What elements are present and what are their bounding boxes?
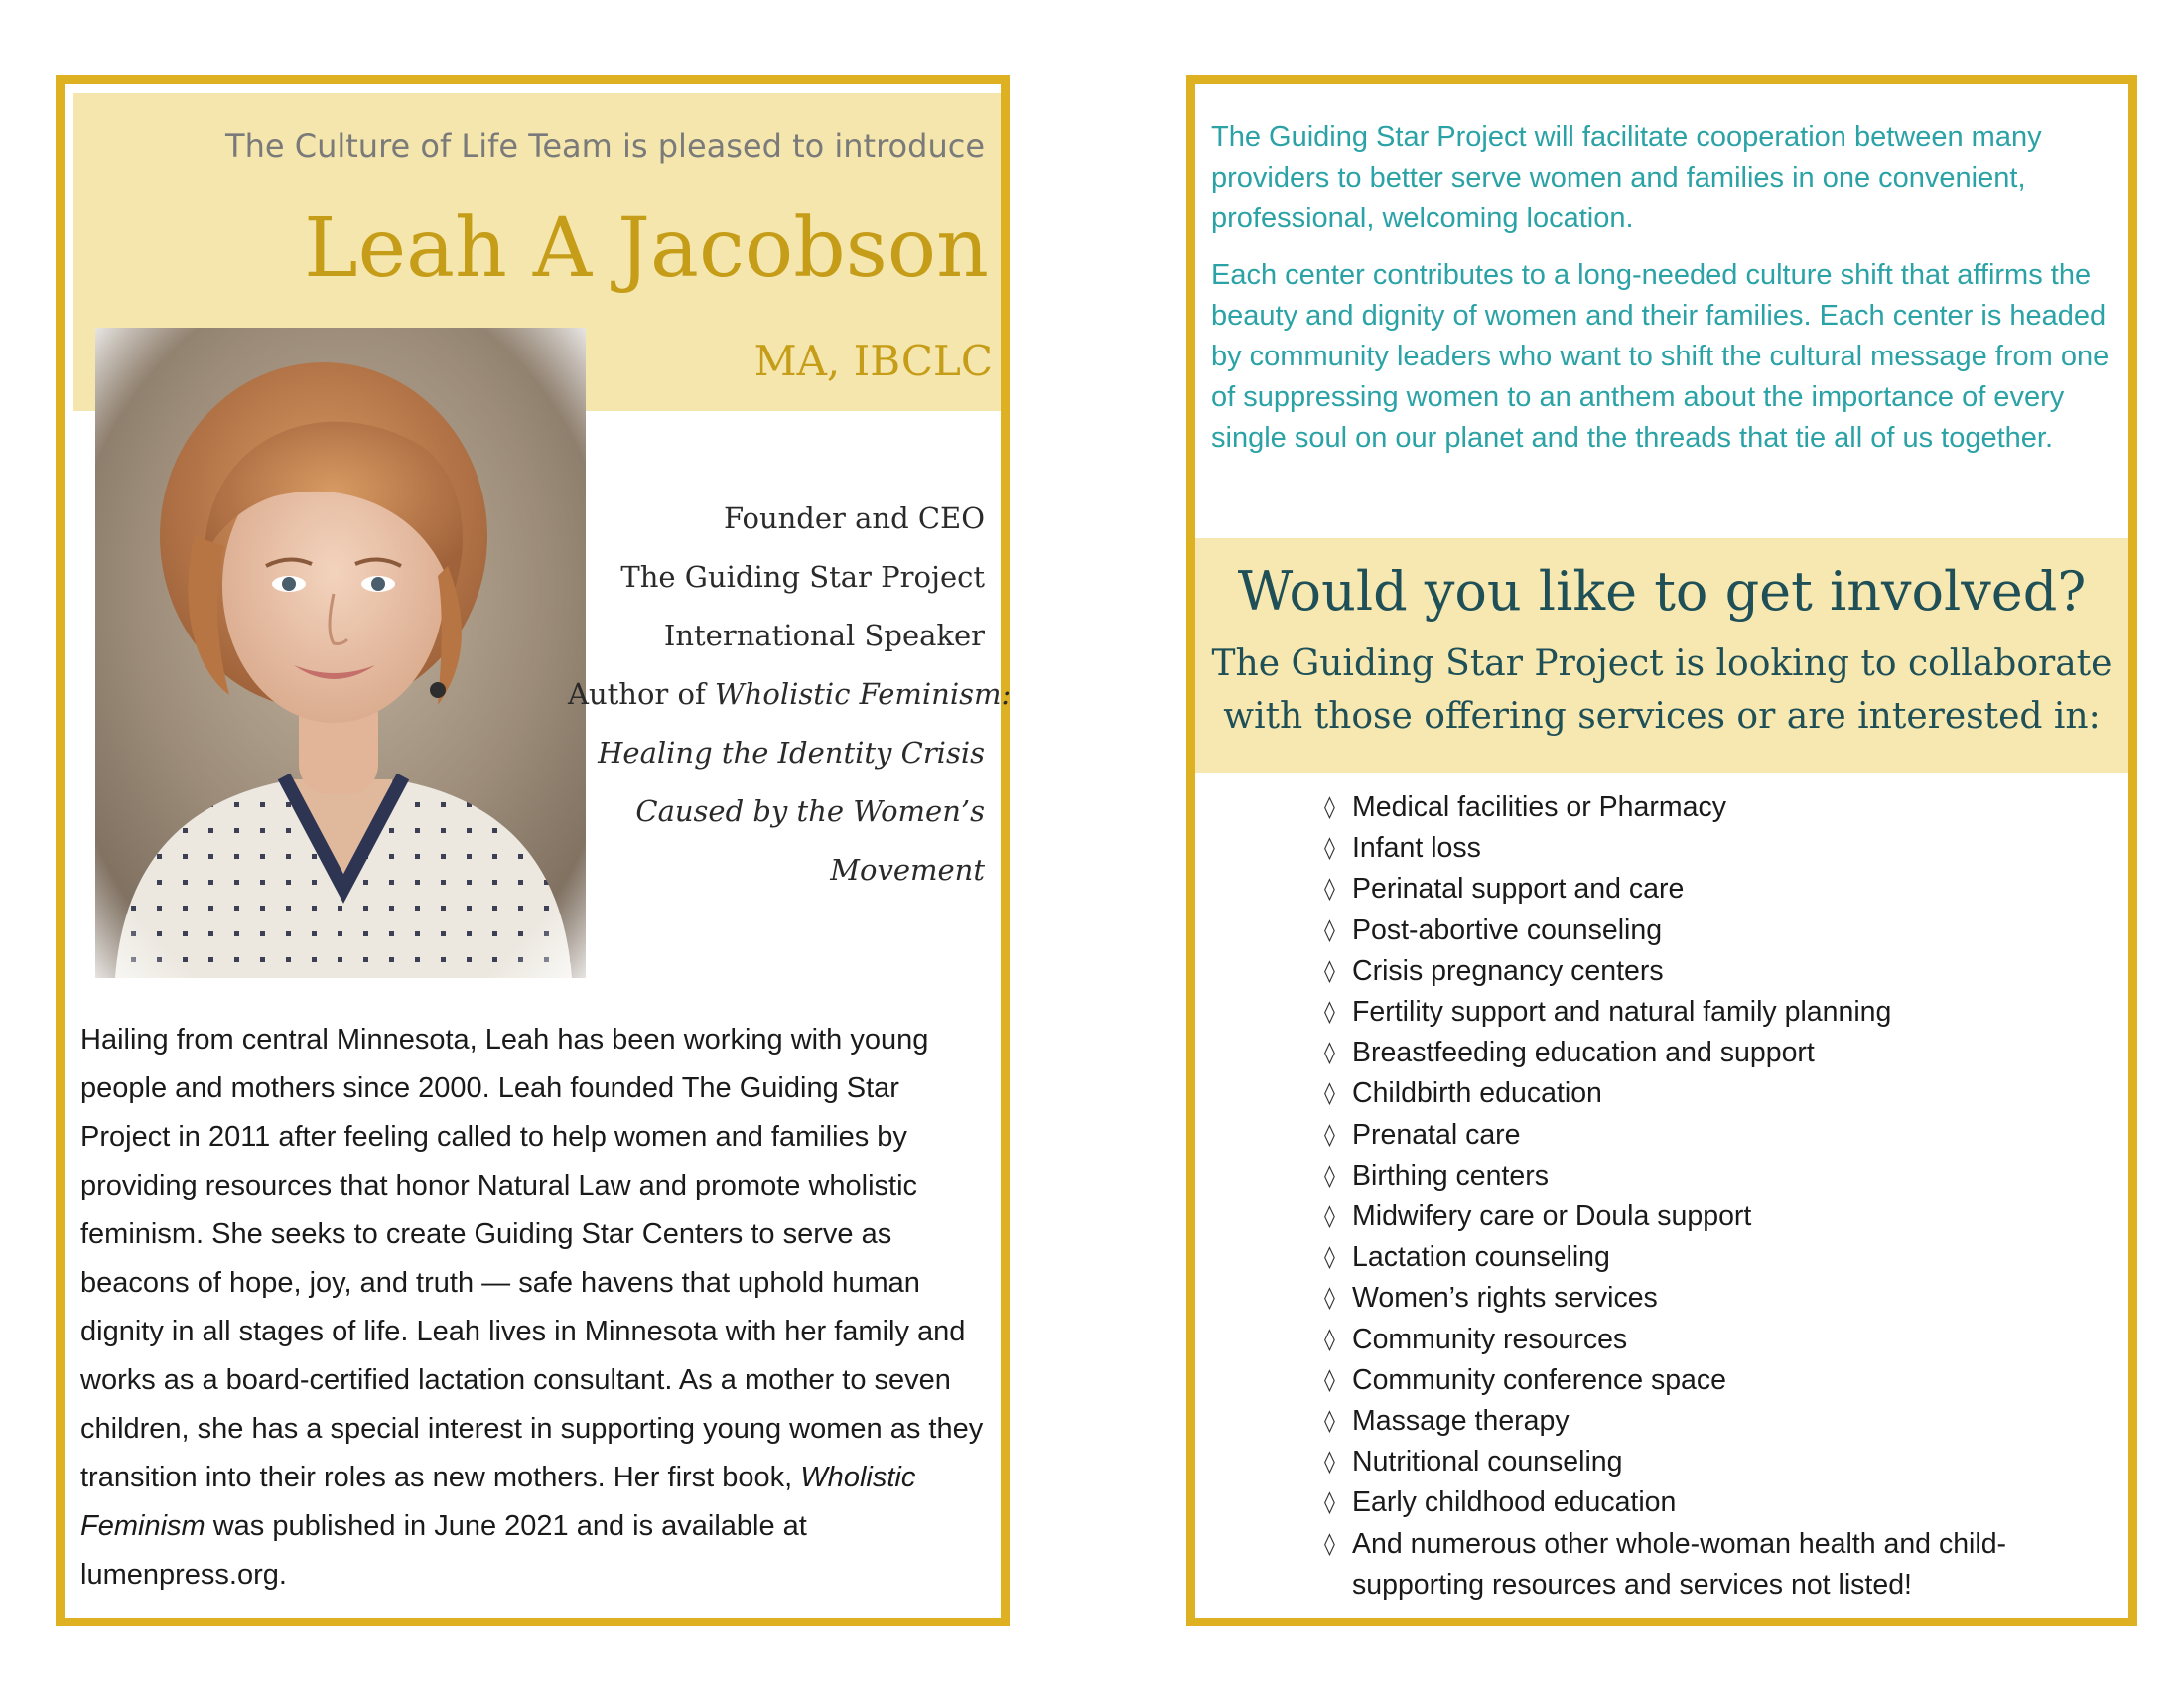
list-item: [1324, 1442, 2109, 1482]
author-prefix: Author of: [568, 677, 715, 711]
project-panel: [1186, 75, 2137, 1626]
diamond-bullet-icon: ◊: [1324, 1450, 1335, 1476]
service-label: Midwifery care or Doula support: [1352, 1200, 1752, 1233]
role-speaker: International Speaker: [663, 619, 985, 652]
service-label: Infant loss: [1352, 832, 1481, 865]
portrait-illustration: [95, 328, 586, 978]
list-item: [1324, 1196, 2109, 1237]
diamond-bullet-icon: ◊: [1324, 1000, 1335, 1026]
profile-panel: [56, 75, 1010, 1626]
list-item: [1324, 1524, 2109, 1606]
bio-part1: Hailing from central Minnesota, Leah has been working with young people and mothers since 2000. Leah founded The Guiding Star Project in 2011 after feeling called to help women and families by providing resources that honor Natural Law and promote wholistic feminism. She seeks to create Guiding Star Centers to serve as beacons of hope, joy, and truth — safe havens that uphold human dignity in all stages of life. Leah lives in Minnesota with her family and works as a board-certified lactation consultant. As a mother to seven children, she has a special interest in supporting young women as they transition into their roles as new mothers. Her first book,: [80, 1024, 984, 1493]
role-author: [568, 665, 1012, 724]
diamond-bullet-icon: ◊: [1324, 1367, 1335, 1393]
roles-list: [568, 490, 1012, 900]
list-item: [1324, 1482, 2109, 1523]
intro-text: The Culture of Life Team is pleased to introduce: [225, 127, 985, 165]
diamond-bullet-icon: ◊: [1324, 1163, 1335, 1189]
service-label: Medical facilities or Pharmacy: [1352, 791, 1726, 823]
list-item: [1324, 1073, 2109, 1114]
diamond-bullet-icon: ◊: [1324, 1286, 1335, 1312]
service-label: Community resources: [1352, 1323, 1628, 1355]
service-label: Breastfeeding education and support: [1352, 1037, 1815, 1069]
list-item: [1324, 828, 2109, 869]
service-label: Nutritional counseling: [1352, 1446, 1623, 1478]
service-label: Perinatal support and care: [1352, 873, 1685, 906]
diamond-bullet-icon: ◊: [1324, 836, 1335, 862]
list-item: [1324, 1320, 2109, 1360]
service-label: Prenatal care: [1352, 1118, 1521, 1151]
diamond-bullet-icon: ◊: [1324, 958, 1335, 984]
service-label: Childbirth education: [1352, 1077, 1602, 1110]
service-label: Fertility support and natural family planning: [1352, 996, 1892, 1029]
book-title-line2: Healing the Identity Crisis: [598, 736, 985, 770]
list-item: [1324, 1156, 2109, 1196]
diamond-bullet-icon: ◊: [1324, 1041, 1335, 1066]
book-title-line1: Wholistic Feminism:: [714, 677, 1012, 711]
diamond-bullet-icon: ◊: [1324, 1327, 1335, 1352]
bio-book-title: Wholistic Feminism: [80, 1462, 916, 1542]
credentials: MA, IBCLC: [753, 337, 993, 385]
list-item: [1324, 1278, 2109, 1319]
list-item: [1324, 1237, 2109, 1278]
service-label: And numerous other whole-woman health and child-supporting resources and services not listed!: [1352, 1527, 2007, 1601]
diamond-bullet-icon: ◊: [1324, 1409, 1335, 1435]
bio-part2: was published in June 2021 and is available at lumenpress.org.: [80, 1510, 807, 1591]
diamond-bullet-icon: ◊: [1324, 1245, 1335, 1271]
diamond-bullet-icon: ◊: [1324, 1081, 1335, 1107]
diamond-bullet-icon: ◊: [1324, 1122, 1335, 1148]
service-label: Women’s rights services: [1352, 1282, 1658, 1315]
biography: [80, 1016, 994, 1600]
culture-shift-description: Each center contributes to a long-needed culture shift that affirms the beauty and dignity of women and their families. Each center is headed by community leaders who want to shift the cultural message from one of suppressing women to an anthem about the importance of every single soul on our planet and the threads that tie all of us together.: [1211, 259, 2110, 454]
book-title-line3: Caused by the Women’s: [635, 794, 985, 828]
person-name: Leah A Jacobson: [304, 202, 989, 296]
get-involved-band: [1195, 538, 2128, 773]
list-item: [1324, 869, 2109, 910]
service-label: Lactation counseling: [1352, 1241, 1610, 1274]
get-involved-subtitle: The Guiding Star Project is looking to collaborate with those offering services or are interested in:: [1211, 643, 2113, 737]
role-organization: The Guiding Star Project: [620, 560, 985, 594]
diamond-bullet-icon: ◊: [1324, 1531, 1335, 1557]
role-founder: Founder and CEO: [723, 501, 985, 535]
services-list: [1324, 787, 2109, 1606]
service-label: Community conference space: [1352, 1363, 1727, 1396]
list-item: [1324, 1401, 2109, 1442]
service-label: Post-abortive counseling: [1352, 914, 1663, 946]
list-item: [1324, 1033, 2109, 1073]
list-item: [1324, 787, 2109, 828]
list-item: [1324, 992, 2109, 1033]
service-label: Birthing centers: [1352, 1159, 1550, 1192]
diamond-bullet-icon: ◊: [1324, 1204, 1335, 1230]
diamond-bullet-icon: ◊: [1324, 917, 1335, 943]
diamond-bullet-icon: ◊: [1324, 1490, 1335, 1516]
diamond-bullet-icon: ◊: [1324, 877, 1335, 903]
list-item: [1324, 1360, 2109, 1401]
book-title-line4: Movement: [830, 853, 985, 887]
portrait-photo: [95, 328, 586, 978]
project-description: The Guiding Star Project will facilitate cooperation between many providers to better serve women and families in one convenient, professional, welcoming location.: [1211, 121, 2042, 234]
list-item: [1324, 911, 2109, 951]
list-item: [1324, 1115, 2109, 1156]
service-label: Early childhood education: [1352, 1486, 1677, 1519]
list-item: [1324, 951, 2109, 992]
service-label: Massage therapy: [1352, 1405, 1570, 1438]
get-involved-title: Would you like to get involved?: [1237, 560, 2087, 623]
service-label: Crisis pregnancy centers: [1352, 954, 1664, 987]
diamond-bullet-icon: ◊: [1324, 795, 1335, 820]
